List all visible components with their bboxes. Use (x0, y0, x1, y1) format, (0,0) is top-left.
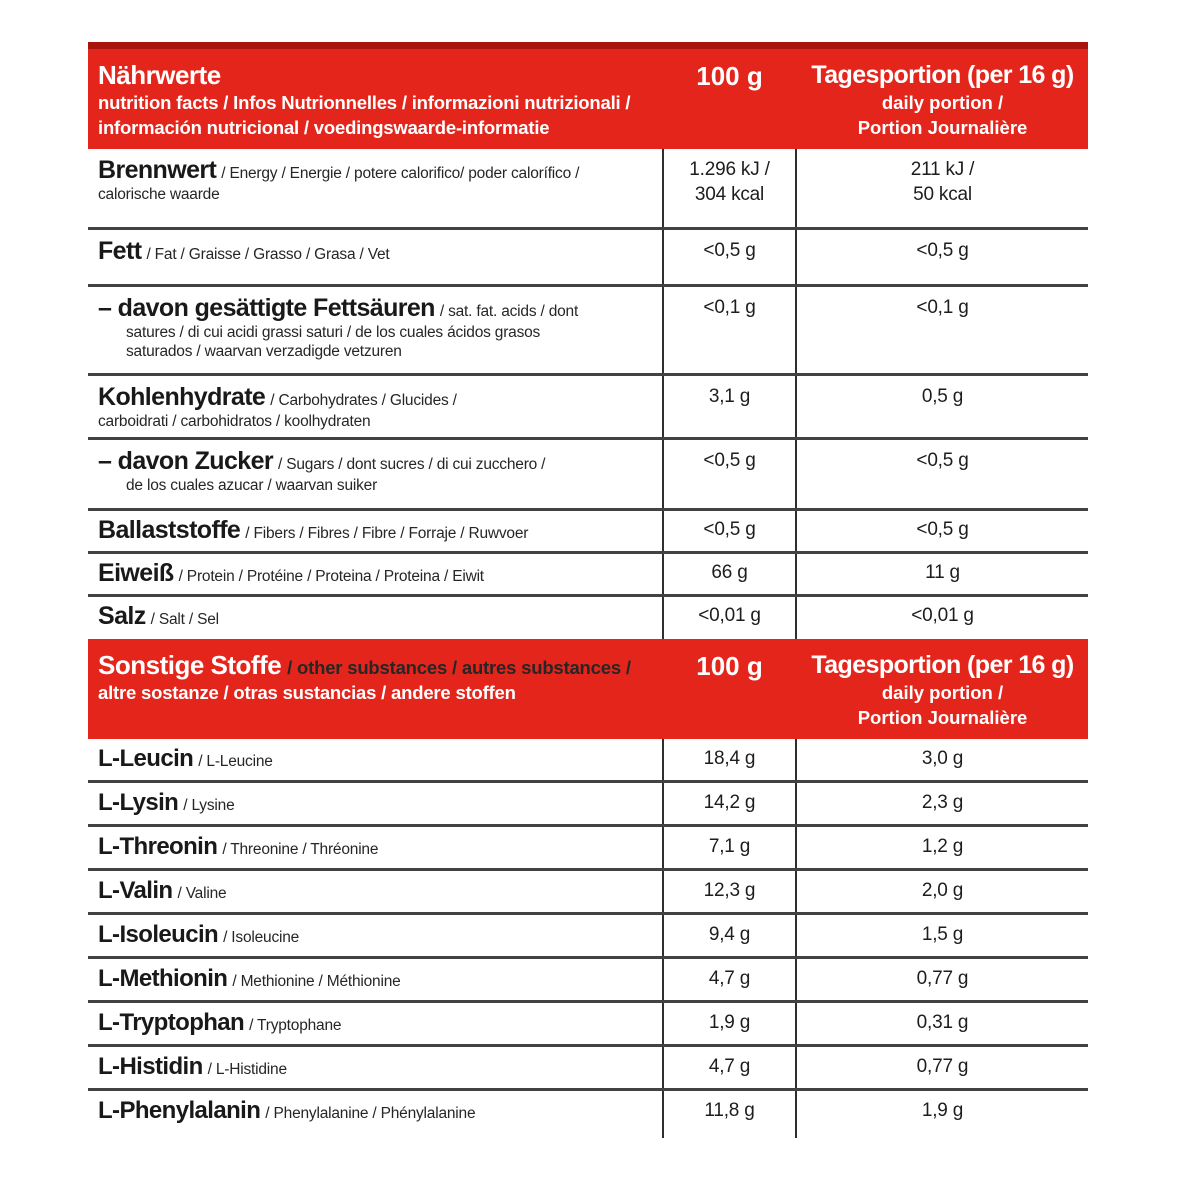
row-salz (88, 597, 1088, 639)
nutrient-label-cell (88, 1003, 662, 1044)
nutrient-label-cell (88, 597, 662, 639)
value-portion (797, 739, 1088, 780)
value-line: 7,1 g (708, 836, 751, 857)
nutrient-translations-line2: satures / di cui acidi grassi saturi / de los cuales ácidos grasos (126, 324, 541, 341)
nutrient-label-cell (88, 1091, 662, 1138)
nutrient-translations: / Fibers / Fibres / Fibre / Forraje / Ruwvoer (245, 525, 529, 542)
value-100g (662, 783, 797, 824)
section2-title-line (98, 650, 662, 680)
nutrient-name: Fett (98, 237, 142, 265)
value-portion (797, 1047, 1088, 1088)
value-line: <0,01 g (698, 605, 761, 626)
nutrient-label-cell (88, 915, 662, 956)
value-100g (662, 149, 797, 227)
value-line: 0,77 g (916, 1056, 969, 1077)
nutrient-translations-line2: calorische waarde (98, 186, 220, 203)
row-l-isoleucin (88, 915, 1088, 959)
nutrient-label-cell (88, 440, 662, 508)
value-100g (662, 1003, 797, 1044)
nutrient-label-cell (88, 149, 662, 227)
nutrient-label-cell (88, 376, 662, 437)
nutrient-translations-line2: carboidrati / carbohidratos / koolhydraten (98, 413, 371, 430)
value-line: <0,1 g (916, 297, 969, 318)
column-header-100g: 100 g (696, 61, 763, 91)
row-l-threonin (88, 827, 1088, 871)
value-100g (662, 287, 797, 373)
nutrient-name: L-Threonin (98, 833, 218, 860)
value-line: 1.296 kJ / (689, 159, 770, 180)
value-portion (797, 511, 1088, 551)
row-fett (88, 230, 1088, 287)
section1-title: Nährwerte (98, 60, 221, 90)
nutrition-table (88, 42, 1088, 1138)
row-gesaettigte-fettsaeuren (88, 287, 1088, 376)
value-line: <0,01 g (911, 605, 974, 626)
nutrient-label-cell (88, 230, 662, 284)
value-line: 304 kcal (694, 184, 765, 205)
value-portion (797, 959, 1088, 1000)
nutrient-name: L-Isoleucin (98, 921, 219, 948)
row-l-valin (88, 871, 1088, 915)
row-l-phenylalanin (88, 1091, 1088, 1138)
row-l-lysin (88, 783, 1088, 827)
section2-rows (88, 739, 1088, 1138)
value-portion (797, 230, 1088, 284)
nutrient-translations: / Fat / Graisse / Grasso / Grasa / Vet (146, 246, 390, 263)
value-line: <0,5 g (916, 519, 969, 540)
nutrient-label-cell (88, 871, 662, 912)
value-100g (662, 440, 797, 508)
value-line: <0,5 g (703, 240, 756, 261)
portion-title: Tagesportion (per 16 g) (811, 651, 1074, 679)
nutrient-translations-line2: de los cuales azucar / waarvan suiker (126, 477, 378, 494)
value-line: <0,1 g (703, 297, 756, 318)
value-line: 1,9 g (921, 1100, 964, 1121)
section2-header-left (88, 650, 662, 730)
row-l-leucin (88, 739, 1088, 783)
value-100g (662, 827, 797, 868)
portion-title: Tagesportion (per 16 g) (811, 61, 1074, 89)
nutrient-label-cell (88, 783, 662, 824)
value-portion (797, 1003, 1088, 1044)
portion-sub1: daily portion / (881, 92, 1004, 113)
nutrient-translations: / L-Histidine (207, 1061, 287, 1078)
value-portion (797, 287, 1088, 373)
row-ballaststoffe (88, 511, 1088, 554)
value-line: 4,7 g (708, 968, 751, 989)
nutrient-translations-line3: saturados / waarvan verzadigde vetzuren (126, 343, 402, 360)
value-100g (662, 1047, 797, 1088)
nutrient-translations: / L-Leucine (198, 753, 273, 770)
value-line: <0,5 g (916, 450, 969, 471)
value-line: 50 kcal (913, 184, 972, 205)
value-portion (797, 827, 1088, 868)
value-100g (662, 1091, 797, 1138)
section1-rows (88, 149, 1088, 639)
value-portion (797, 376, 1088, 437)
value-line: <0,5 g (916, 240, 969, 261)
nutrient-translations: / Valine (177, 885, 227, 902)
nutrient-translations: / Sugars / dont sucres / di cui zucchero / (278, 456, 546, 473)
nutrient-name: – davon gesättigte Fettsäuren (98, 294, 435, 322)
row-eiweiss (88, 554, 1088, 597)
portion-sub1: daily portion / (881, 682, 1004, 703)
value-line: 14,2 g (703, 792, 756, 813)
nutrient-name: L-Valin (98, 877, 173, 904)
nutrient-name: L-Lysin (98, 789, 179, 816)
value-portion (797, 597, 1088, 639)
value-portion (797, 915, 1088, 956)
nutrient-translations: / Protein / Protéine / Proteina / Proteina / Eiwit (178, 568, 484, 585)
value-line: 4,7 g (708, 1056, 751, 1077)
portion-sub2: Portion Journalière (857, 117, 1028, 138)
value-line: 0,31 g (916, 1012, 969, 1033)
value-line: 1,2 g (921, 836, 964, 857)
nutrient-label-cell (88, 739, 662, 780)
section2-subtitle-line2: altre sostanze / otras sustancias / andere stoffen (98, 682, 516, 703)
nutrient-translations: / Methionine / Méthionine (232, 973, 401, 990)
nutrient-name: L-Leucin (98, 745, 194, 772)
value-portion (797, 871, 1088, 912)
value-100g (662, 511, 797, 551)
row-l-tryptophan (88, 1003, 1088, 1047)
nutrient-translations: / Salt / Sel (150, 611, 219, 628)
nutrient-name: Brennwert (98, 156, 217, 184)
nutrient-translations: / Lysine (183, 797, 235, 814)
nutrient-translations: / Threonine / Thréonine (222, 841, 379, 858)
nutrient-label-cell (88, 511, 662, 551)
value-line: <0,5 g (703, 450, 756, 471)
value-100g (662, 959, 797, 1000)
value-line: 1,5 g (921, 924, 964, 945)
section1-subtitle-line2: información nutricional / voedingswaarde-informatie (98, 117, 550, 138)
row-davon-zucker (88, 440, 1088, 511)
value-100g (662, 230, 797, 284)
nutrient-label-cell (88, 554, 662, 594)
section2-header (88, 639, 1088, 739)
value-portion (797, 783, 1088, 824)
column-header-portion (797, 60, 1088, 140)
value-line: 2,0 g (921, 880, 964, 901)
nutrient-name: L-Methionin (98, 965, 228, 992)
value-line: 2,3 g (921, 792, 964, 813)
nutrient-name: Eiweiß (98, 559, 174, 587)
row-l-methionin (88, 959, 1088, 1003)
nutrient-name: Ballaststoffe (98, 516, 241, 544)
nutrient-name: – davon Zucker (98, 447, 273, 475)
value-100g (662, 554, 797, 594)
value-line: 1,9 g (708, 1012, 751, 1033)
column-header-100g: 100 g (696, 651, 763, 681)
nutrient-name: L-Tryptophan (98, 1009, 245, 1036)
value-portion (797, 554, 1088, 594)
nutrient-name: L-Histidin (98, 1053, 203, 1080)
value-100g (662, 597, 797, 639)
section2-title: Sonstige Stoffe (98, 650, 282, 680)
nutrient-name: L-Phenylalanin (98, 1097, 261, 1124)
nutrient-name: Kohlenhydrate (98, 383, 266, 411)
value-line: 0,5 g (921, 386, 964, 407)
nutrient-label-cell (88, 959, 662, 1000)
value-line: 11,8 g (704, 1100, 755, 1121)
section1-subtitle-line1: nutrition facts / Infos Nutrionnelles / informazioni nutrizionali / (98, 92, 631, 113)
nutrient-label-cell (88, 287, 662, 373)
nutrient-translations: / Phenylalanine / Phénylalanine (265, 1105, 476, 1122)
value-line: 211 kJ / (910, 159, 975, 180)
section1-header-left (88, 60, 662, 140)
value-line: 9,4 g (708, 924, 751, 945)
value-line: 66 g (711, 562, 748, 583)
nutrient-translations: / sat. fat. acids / dont (439, 303, 579, 320)
portion-sub2: Portion Journalière (857, 707, 1028, 728)
row-brennwert (88, 149, 1088, 230)
value-line: 3,1 g (708, 386, 751, 407)
top-dark-red-strip (88, 42, 1088, 49)
column-header-portion (797, 650, 1088, 730)
value-line: 18,4 g (703, 748, 756, 769)
value-portion (797, 1091, 1088, 1138)
nutrient-label-cell (88, 827, 662, 868)
value-portion (797, 149, 1088, 227)
nutrient-translations: / Tryptophane (249, 1017, 342, 1034)
value-100g (662, 739, 797, 780)
nutrient-label-cell (88, 1047, 662, 1088)
row-kohlenhydrate (88, 376, 1088, 440)
row-l-histidin (88, 1047, 1088, 1091)
value-100g (662, 915, 797, 956)
nutrient-translations: / Isoleucine (223, 929, 300, 946)
value-line: 12,3 g (703, 880, 756, 901)
section2-title-translations: / other substances / autres substances / (287, 657, 631, 678)
value-line: 11 g (925, 562, 960, 583)
nutrient-translations: / Energy / Energie / potere calorifico/ poder calorífico / (221, 165, 580, 182)
value-line: <0,5 g (703, 519, 756, 540)
value-line: 3,0 g (921, 748, 964, 769)
nutrient-translations: / Carbohydrates / Glucides / (270, 392, 457, 409)
nutrient-name: Salz (98, 602, 146, 630)
value-100g (662, 376, 797, 437)
value-portion (797, 440, 1088, 508)
section1-header (88, 49, 1088, 149)
value-line: 0,77 g (916, 968, 969, 989)
value-100g (662, 871, 797, 912)
